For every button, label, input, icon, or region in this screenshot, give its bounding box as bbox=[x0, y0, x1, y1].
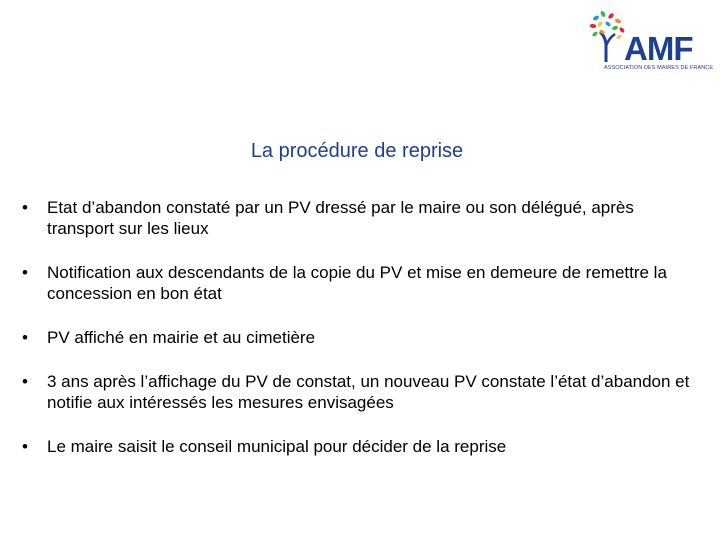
bullet-item: • PV affiché en mairie et au cimetière bbox=[22, 327, 698, 348]
bullet-item: • Etat d’abandon constaté par un PV dressé par le maire ou son délégué, après transport sur les lieux bbox=[22, 197, 698, 239]
logo-tagline: ASSOCIATION DES MAIRES DE FRANCE bbox=[604, 65, 714, 71]
bullet-list bbox=[22, 197, 698, 480]
slide-title: La procédure de reprise bbox=[250, 140, 464, 162]
tree-icon bbox=[588, 10, 628, 64]
logo-wordmark: AMF bbox=[624, 30, 693, 67]
amf-logo bbox=[588, 10, 714, 72]
bullet-item: • Notification aux descendants de la copie du PV et mise en demeure de remettre la concession en bon état bbox=[22, 262, 698, 304]
bullet-item: • Le maire saisit le conseil municipal pour décider de la reprise bbox=[22, 436, 698, 457]
bullet-item: • 3 ans après l’affichage du PV de constat, un nouveau PV constate l’état d’abandon et notifie aux intéressés les mesures envisagées bbox=[22, 371, 698, 413]
